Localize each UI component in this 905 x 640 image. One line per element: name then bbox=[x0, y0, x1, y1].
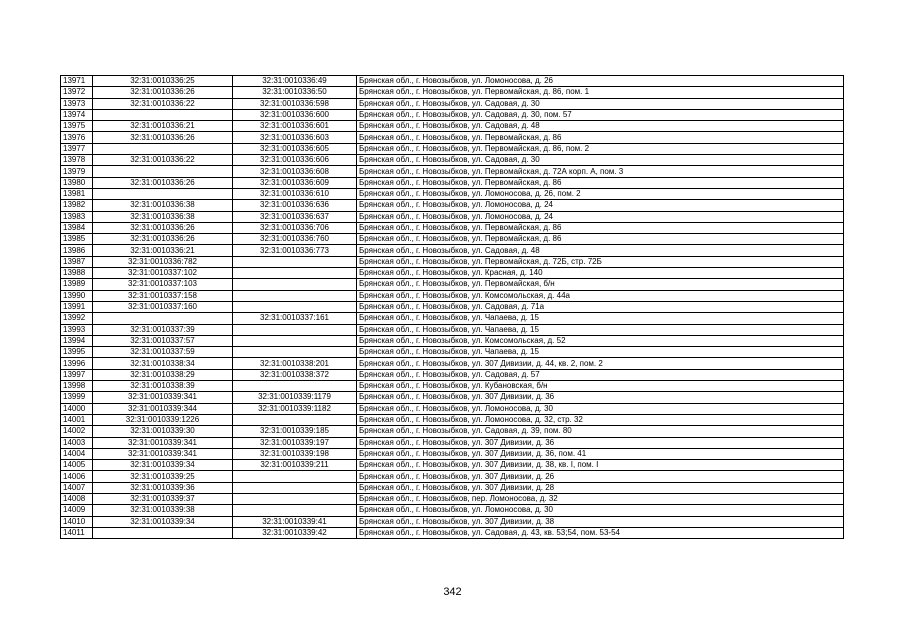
address-cell: Брянская обл., г. Новозыбков, ул. Кубановская, б/н bbox=[357, 381, 844, 392]
address-cell: Брянская обл., г. Новозыбков, ул. 307 Дивизии, д. 44, кв. 2, пом. 2 bbox=[357, 358, 844, 369]
table-row bbox=[61, 245, 844, 256]
parcel-number-cell: 32:31:0010339:38 bbox=[93, 505, 233, 516]
address-cell: Брянская обл., г. Новозыбков, ул. 307 Дивизии, д. 26 bbox=[357, 471, 844, 482]
parcel-number-cell: 32:31:0010336:26 bbox=[93, 177, 233, 188]
parcel-number-cell: 32:31:0010339:34 bbox=[93, 516, 233, 527]
parcel-number-cell bbox=[93, 313, 233, 324]
parcel-number-cell: 32:31:0010338:29 bbox=[93, 369, 233, 380]
parcel-number-cell: 32:31:0010337:39 bbox=[93, 324, 233, 335]
row-number-cell: 13997 bbox=[61, 369, 93, 380]
address-cell: Брянская обл., г. Новозыбков, ул. Красная, д. 140 bbox=[357, 268, 844, 279]
object-number-cell bbox=[233, 301, 357, 312]
row-number-cell: 13998 bbox=[61, 381, 93, 392]
parcel-number-cell: 32:31:0010336:25 bbox=[93, 76, 233, 87]
address-cell: Брянская обл., г. Новозыбков, ул. Чапаева, д. 15 bbox=[357, 347, 844, 358]
object-number-cell bbox=[233, 279, 357, 290]
object-number-cell: 32:31:0010336:610 bbox=[233, 188, 357, 199]
row-number-cell: 13982 bbox=[61, 200, 93, 211]
address-cell: Брянская обл., г. Новозыбков, ул. Первомайская, д. 86, пом. 1 bbox=[357, 87, 844, 98]
address-cell: Брянская обл., г. Новозыбков, ул. Ломоносова, д. 32, стр. 32 bbox=[357, 414, 844, 425]
row-number-cell: 13989 bbox=[61, 279, 93, 290]
object-number-cell: 32:31:0010336:600 bbox=[233, 109, 357, 120]
row-number-cell: 13990 bbox=[61, 290, 93, 301]
row-number-cell: 13973 bbox=[61, 98, 93, 109]
object-number-cell: 32:31:0010339:1182 bbox=[233, 403, 357, 414]
row-number-cell: 13985 bbox=[61, 234, 93, 245]
address-cell: Брянская обл., г. Новозыбков, ул. Ломоносова, д. 26, пом. 2 bbox=[357, 188, 844, 199]
table-row bbox=[61, 347, 844, 358]
object-number-cell: 32:31:0010336:598 bbox=[233, 98, 357, 109]
parcel-number-cell: 32:31:0010339:36 bbox=[93, 482, 233, 493]
row-number-cell: 14001 bbox=[61, 414, 93, 425]
parcel-number-cell bbox=[93, 527, 233, 538]
table-row bbox=[61, 109, 844, 120]
table-row bbox=[61, 448, 844, 459]
object-number-cell bbox=[233, 290, 357, 301]
row-number-cell: 14006 bbox=[61, 471, 93, 482]
object-number-cell: 32:31:0010336:49 bbox=[233, 76, 357, 87]
object-number-cell bbox=[233, 347, 357, 358]
address-cell: Брянская обл., г. Новозыбков, ул. Ломоносова, д. 26 bbox=[357, 76, 844, 87]
object-number-cell: 32:31:0010336:609 bbox=[233, 177, 357, 188]
object-number-cell: 32:31:0010339:198 bbox=[233, 448, 357, 459]
object-number-cell bbox=[233, 268, 357, 279]
address-cell: Брянская обл., г. Новозыбков, ул. Садовая, д. 71а bbox=[357, 301, 844, 312]
table-row bbox=[61, 301, 844, 312]
address-cell: Брянская обл., г. Новозыбков, ул. Чапаева, д. 15 bbox=[357, 313, 844, 324]
address-cell: Брянская обл., г. Новозыбков, ул. Ломоносова, д. 30 bbox=[357, 505, 844, 516]
parcel-number-cell bbox=[93, 166, 233, 177]
address-cell: Брянская обл., г. Новозыбков, ул. Первомайская, д. 86 bbox=[357, 234, 844, 245]
object-number-cell: 32:31:0010336:601 bbox=[233, 121, 357, 132]
table-row bbox=[61, 335, 844, 346]
row-number-cell: 13975 bbox=[61, 121, 93, 132]
address-cell: Брянская обл., г. Новозыбков, ул. Чапаева, д. 15 bbox=[357, 324, 844, 335]
address-cell: Брянская обл., г. Новозыбков, ул. Первомайская, д. 86 bbox=[357, 222, 844, 233]
table-row bbox=[61, 324, 844, 335]
row-number-cell: 13996 bbox=[61, 358, 93, 369]
object-number-cell bbox=[233, 505, 357, 516]
row-number-cell: 13993 bbox=[61, 324, 93, 335]
table-row bbox=[61, 471, 844, 482]
address-cell: Брянская обл., г. Новозыбков, ул. Первомайская, д. 72Б, стр. 72Б bbox=[357, 256, 844, 267]
address-cell: Брянская обл., г. Новозыбков, ул. Первомайская, д. 86 bbox=[357, 132, 844, 143]
address-cell: Брянская обл., г. Новозыбков, ул. Первомайская, д. 86, пом. 2 bbox=[357, 143, 844, 154]
page-number: 342 bbox=[443, 586, 462, 598]
parcel-number-cell: 32:31:0010336:782 bbox=[93, 256, 233, 267]
address-cell: Брянская обл., г. Новозыбков, ул. Ломоносова, д. 30 bbox=[357, 403, 844, 414]
object-number-cell: 32:31:0010336:773 bbox=[233, 245, 357, 256]
parcel-number-cell: 32:31:0010336:38 bbox=[93, 200, 233, 211]
object-number-cell bbox=[233, 381, 357, 392]
address-cell: Брянская обл., г. Новозыбков, ул. Садовая, д. 57 bbox=[357, 369, 844, 380]
object-number-cell: 32:31:0010339:197 bbox=[233, 437, 357, 448]
table-row bbox=[61, 155, 844, 166]
parcel-number-cell: 32:31:0010339:344 bbox=[93, 403, 233, 414]
object-number-cell bbox=[233, 324, 357, 335]
table-row bbox=[61, 426, 844, 437]
parcel-number-cell bbox=[93, 109, 233, 120]
parcel-number-cell: 32:31:0010336:21 bbox=[93, 121, 233, 132]
parcel-number-cell: 32:31:0010336:22 bbox=[93, 155, 233, 166]
parcel-number-cell: 32:31:0010339:30 bbox=[93, 426, 233, 437]
object-number-cell: 32:31:0010336:603 bbox=[233, 132, 357, 143]
row-number-cell: 14009 bbox=[61, 505, 93, 516]
address-cell: Брянская обл., г. Новозыбков, ул. Первомайская, б/н bbox=[357, 279, 844, 290]
table-row bbox=[61, 392, 844, 403]
table-row bbox=[61, 493, 844, 504]
object-number-cell: 32:31:0010336:50 bbox=[233, 87, 357, 98]
address-cell: Брянская обл., г. Новозыбков, ул. 307 Дивизии, д. 28 bbox=[357, 482, 844, 493]
row-number-cell: 13972 bbox=[61, 87, 93, 98]
object-number-cell: 32:31:0010338:201 bbox=[233, 358, 357, 369]
parcel-number-cell: 32:31:0010336:26 bbox=[93, 234, 233, 245]
registry-table bbox=[60, 75, 844, 539]
row-number-cell: 14002 bbox=[61, 426, 93, 437]
parcel-number-cell: 32:31:0010336:21 bbox=[93, 245, 233, 256]
row-number-cell: 13977 bbox=[61, 143, 93, 154]
object-number-cell bbox=[233, 335, 357, 346]
row-number-cell: 13974 bbox=[61, 109, 93, 120]
table-row bbox=[61, 358, 844, 369]
row-number-cell: 13991 bbox=[61, 301, 93, 312]
table-row bbox=[61, 143, 844, 154]
address-cell: Брянская обл., г. Новозыбков, ул. Садовая, д. 48 bbox=[357, 245, 844, 256]
object-number-cell: 32:31:0010339:1179 bbox=[233, 392, 357, 403]
parcel-number-cell: 32:31:0010338:39 bbox=[93, 381, 233, 392]
table-row bbox=[61, 188, 844, 199]
object-number-cell: 32:31:0010339:211 bbox=[233, 460, 357, 471]
table-row bbox=[61, 222, 844, 233]
address-cell: Брянская обл., г. Новозыбков, ул. Ломоносова, д. 24 bbox=[357, 211, 844, 222]
table-row bbox=[61, 76, 844, 87]
parcel-number-cell: 32:31:0010337:102 bbox=[93, 268, 233, 279]
row-number-cell: 13999 bbox=[61, 392, 93, 403]
row-number-cell: 14011 bbox=[61, 527, 93, 538]
parcel-number-cell: 32:31:0010338:34 bbox=[93, 358, 233, 369]
table-row bbox=[61, 437, 844, 448]
table-row bbox=[61, 403, 844, 414]
object-number-cell bbox=[233, 493, 357, 504]
table-row bbox=[61, 121, 844, 132]
table-row bbox=[61, 279, 844, 290]
parcel-number-cell: 32:31:0010337:59 bbox=[93, 347, 233, 358]
table-row bbox=[61, 460, 844, 471]
address-cell: Брянская обл., г. Новозыбков, ул. Первомайская, д. 86 bbox=[357, 177, 844, 188]
object-number-cell bbox=[233, 482, 357, 493]
table-row bbox=[61, 505, 844, 516]
table-row bbox=[61, 177, 844, 188]
row-number-cell: 14007 bbox=[61, 482, 93, 493]
row-number-cell: 13984 bbox=[61, 222, 93, 233]
address-cell: Брянская обл., г. Новозыбков, ул. 307 Дивизии, д. 36 bbox=[357, 392, 844, 403]
parcel-number-cell bbox=[93, 143, 233, 154]
object-number-cell: 32:31:0010339:41 bbox=[233, 516, 357, 527]
address-cell: Брянская обл., г. Новозыбков, ул. Садовая, д. 39, пом. 80 bbox=[357, 426, 844, 437]
table-row bbox=[61, 268, 844, 279]
parcel-number-cell bbox=[93, 188, 233, 199]
address-cell: Брянская обл., г. Новозыбков, ул. Садовая, д. 48 bbox=[357, 121, 844, 132]
row-number-cell: 14003 bbox=[61, 437, 93, 448]
parcel-number-cell: 32:31:0010339:341 bbox=[93, 392, 233, 403]
address-cell: Брянская обл., г. Новозыбков, ул. Садовая, д. 30 bbox=[357, 155, 844, 166]
parcel-number-cell: 32:31:0010336:26 bbox=[93, 87, 233, 98]
row-number-cell: 14004 bbox=[61, 448, 93, 459]
address-cell: Брянская обл., г. Новозыбков, ул. Садовая, д. 30, пом. 57 bbox=[357, 109, 844, 120]
row-number-cell: 13994 bbox=[61, 335, 93, 346]
parcel-number-cell: 32:31:0010337:57 bbox=[93, 335, 233, 346]
table-row bbox=[61, 132, 844, 143]
parcel-number-cell: 32:31:0010339:37 bbox=[93, 493, 233, 504]
table-row bbox=[61, 234, 844, 245]
address-cell: Брянская обл., г. Новозыбков, ул. Садовая, д. 43, кв. 53;54, пом. 53-54 bbox=[357, 527, 844, 538]
parcel-number-cell: 32:31:0010336:26 bbox=[93, 222, 233, 233]
row-number-cell: 13981 bbox=[61, 188, 93, 199]
table-row bbox=[61, 527, 844, 538]
object-number-cell: 32:31:0010339:42 bbox=[233, 527, 357, 538]
table-row bbox=[61, 211, 844, 222]
parcel-number-cell: 32:31:0010339:34 bbox=[93, 460, 233, 471]
address-cell: Брянская обл., г. Новозыбков, ул. 307 Дивизии, д. 38 bbox=[357, 516, 844, 527]
object-number-cell bbox=[233, 471, 357, 482]
row-number-cell: 13980 bbox=[61, 177, 93, 188]
row-number-cell: 14010 bbox=[61, 516, 93, 527]
address-cell: Брянская обл., г. Новозыбков, ул. Комсомольская, д. 44а bbox=[357, 290, 844, 301]
object-number-cell: 32:31:0010336:605 bbox=[233, 143, 357, 154]
row-number-cell: 13995 bbox=[61, 347, 93, 358]
parcel-number-cell: 32:31:0010339:341 bbox=[93, 448, 233, 459]
row-number-cell: 13979 bbox=[61, 166, 93, 177]
address-cell: Брянская обл., г. Новозыбков, ул. 307 Дивизии, д. 38, кв. I, пом. I bbox=[357, 460, 844, 471]
row-number-cell: 13971 bbox=[61, 76, 93, 87]
object-number-cell: 32:31:0010336:606 bbox=[233, 155, 357, 166]
parcel-number-cell: 32:31:0010337:158 bbox=[93, 290, 233, 301]
table-row bbox=[61, 87, 844, 98]
table-row bbox=[61, 369, 844, 380]
row-number-cell: 13983 bbox=[61, 211, 93, 222]
parcel-number-cell: 32:31:0010339:341 bbox=[93, 437, 233, 448]
object-number-cell bbox=[233, 414, 357, 425]
table-row bbox=[61, 256, 844, 267]
object-number-cell: 32:31:0010339:185 bbox=[233, 426, 357, 437]
table-row bbox=[61, 482, 844, 493]
object-number-cell: 32:31:0010336:637 bbox=[233, 211, 357, 222]
table-row bbox=[61, 166, 844, 177]
row-number-cell: 13987 bbox=[61, 256, 93, 267]
address-cell: Брянская обл., г. Новозыбков, ул. Первомайская, д. 72А корп. А, пом. 3 bbox=[357, 166, 844, 177]
row-number-cell: 14005 bbox=[61, 460, 93, 471]
registry-table-body bbox=[61, 76, 844, 539]
object-number-cell: 32:31:0010338:372 bbox=[233, 369, 357, 380]
table-row bbox=[61, 313, 844, 324]
parcel-number-cell: 32:31:0010336:22 bbox=[93, 98, 233, 109]
row-number-cell: 13978 bbox=[61, 155, 93, 166]
row-number-cell: 13988 bbox=[61, 268, 93, 279]
parcel-number-cell: 32:31:0010337:103 bbox=[93, 279, 233, 290]
parcel-number-cell: 32:31:0010337:160 bbox=[93, 301, 233, 312]
row-number-cell: 13976 bbox=[61, 132, 93, 143]
table-row bbox=[61, 290, 844, 301]
parcel-number-cell: 32:31:0010336:26 bbox=[93, 132, 233, 143]
table-row bbox=[61, 381, 844, 392]
address-cell: Брянская обл., г. Новозыбков, ул. Комсомольская, д. 52 bbox=[357, 335, 844, 346]
object-number-cell: 32:31:0010336:636 bbox=[233, 200, 357, 211]
parcel-number-cell: 32:31:0010339:1226 bbox=[93, 414, 233, 425]
address-cell: Брянская обл., г. Новозыбков, ул. Садовая, д. 30 bbox=[357, 98, 844, 109]
object-number-cell: 32:31:0010336:608 bbox=[233, 166, 357, 177]
table-row bbox=[61, 414, 844, 425]
object-number-cell: 32:31:0010337:161 bbox=[233, 313, 357, 324]
address-cell: Брянская обл., г. Новозыбков, ул. Ломоносова, д. 24 bbox=[357, 200, 844, 211]
row-number-cell: 13986 bbox=[61, 245, 93, 256]
object-number-cell: 32:31:0010336:706 bbox=[233, 222, 357, 233]
row-number-cell: 14008 bbox=[61, 493, 93, 504]
row-number-cell: 14000 bbox=[61, 403, 93, 414]
parcel-number-cell: 32:31:0010339:25 bbox=[93, 471, 233, 482]
address-cell: Брянская обл., г. Новозыбков, ул. 307 Дивизии, д. 36, пом. 41 bbox=[357, 448, 844, 459]
table-row bbox=[61, 516, 844, 527]
object-number-cell: 32:31:0010336:760 bbox=[233, 234, 357, 245]
address-cell: Брянская обл., г. Новозыбков, пер. Ломоносова, д. 32 bbox=[357, 493, 844, 504]
parcel-number-cell: 32:31:0010336:38 bbox=[93, 211, 233, 222]
address-cell: Брянская обл., г. Новозыбков, ул. 307 Дивизии, д. 36 bbox=[357, 437, 844, 448]
row-number-cell: 13992 bbox=[61, 313, 93, 324]
table-row bbox=[61, 98, 844, 109]
table-row bbox=[61, 200, 844, 211]
object-number-cell bbox=[233, 256, 357, 267]
